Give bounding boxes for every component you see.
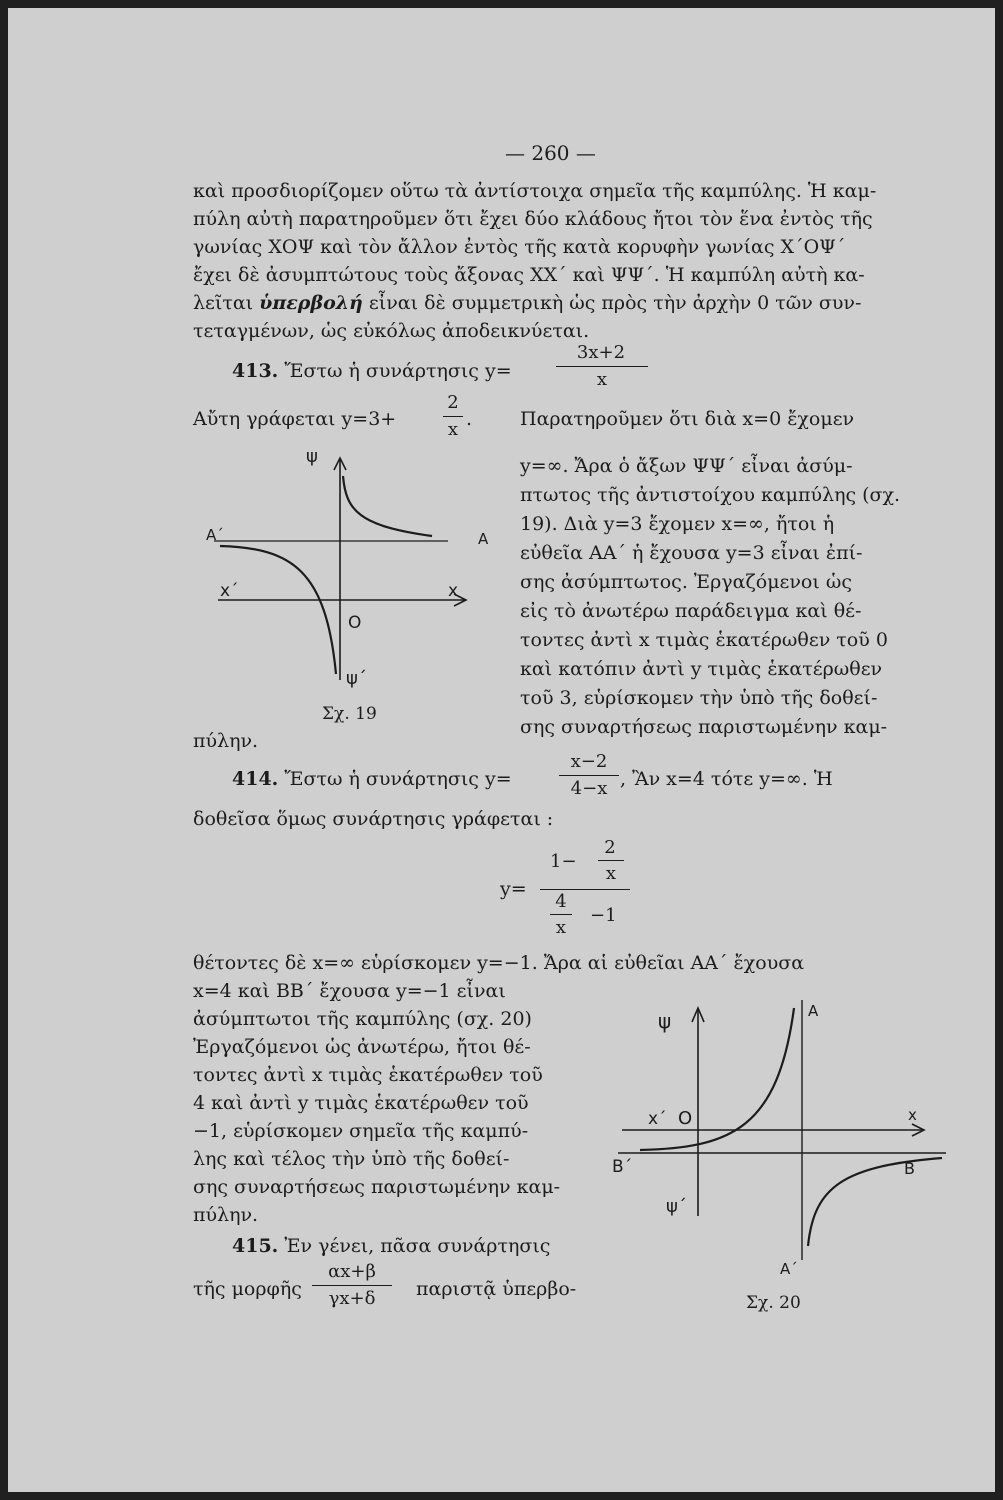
rewrite-line: Αὔτη γράφεται y=3+ bbox=[193, 408, 397, 430]
text-line: y=∞. Ἄρα ὁ ἄξων ΨΨ΄ εἶναι ἀσύμ- bbox=[520, 455, 853, 477]
fraction-413-numerator: 3x+2 bbox=[576, 342, 626, 363]
fig19-label-a-right: Α bbox=[478, 530, 489, 548]
text-line: , Ἂν x=4 τότε y=∞. Ἡ bbox=[620, 768, 833, 790]
display-minus-one: −1 bbox=[590, 905, 617, 926]
display-one-minus: 1− bbox=[550, 851, 577, 872]
fig19-label-origin: O bbox=[348, 613, 362, 633]
text-line: λης καὶ τέλος τὴν ὑπὸ τῆς δοθεί- bbox=[193, 1148, 510, 1170]
fig20-label-psi: ψ bbox=[658, 1009, 672, 1033]
text-line: σης συναρτήσεως παριστωμένην καμ- bbox=[193, 1176, 561, 1198]
text-line: παριστᾷ ὑπερβο- bbox=[416, 1278, 577, 1300]
text-line: ἀσύμπτωτοι τῆς καμπύλης (σχ. 20) bbox=[193, 1008, 532, 1030]
text-line: 4 καὶ ἀντὶ y τιμὰς ἑκατέρωθεν τοῦ bbox=[193, 1092, 529, 1114]
fig20-label-b-right: Β bbox=[904, 1159, 915, 1178]
section-413-line: 413. Ἔστω ἡ συνάρτησις y= bbox=[232, 360, 512, 382]
text-line: καὶ προσδιορίζομεν οὕτω τὰ ἀντίστοιχα σημεῖα τῆς καμπύλης. Ἡ καμ- bbox=[193, 180, 877, 202]
text-line: θέτοντες δὲ x=∞ εὑρίσκομεν y=−1. Ἄρα αἱ εὐθεῖαι ΑΑ΄ ἔχουσα bbox=[193, 952, 805, 974]
fig19-label-psi: ψ bbox=[306, 448, 318, 467]
figure-20-caption: Σχ. 20 bbox=[746, 1293, 801, 1313]
text-line: τῆς μορφῆς bbox=[193, 1278, 302, 1300]
figure-19-caption: Σχ. 19 bbox=[322, 704, 377, 724]
fraction-415-numerator: αx+β bbox=[328, 1261, 376, 1282]
text-line: τεταγμένων, ὡς εὐκόλως ἀποδεικνύεται. bbox=[193, 320, 590, 342]
text-line: τοντες ἀντὶ x τιμὰς ἑκατέρωθεν τοῦ bbox=[193, 1064, 543, 1086]
fraction-bar bbox=[443, 416, 463, 417]
fraction-413-denominator: x bbox=[596, 369, 608, 390]
term-hyperbola: ὑπερβολή bbox=[259, 292, 363, 314]
fraction-bar-main bbox=[540, 889, 630, 890]
fig20-label-x-left: x΄ bbox=[648, 1109, 667, 1129]
text-line: τοῦ 3, εὑρίσκομεν τὴν ὑπὸ τῆς δοθεί- bbox=[520, 687, 878, 709]
curve-branch-right bbox=[808, 1158, 942, 1246]
text-line: εὐθεῖα ΑΑ΄ ἡ ἔχουσα y=3 εἶναι ἐπί- bbox=[520, 542, 863, 564]
fig20-label-psi-prime: ψ΄ bbox=[666, 1196, 687, 1217]
text-line: −1, εὑρίσκομεν σημεῖα τῆς καμπύ- bbox=[193, 1120, 529, 1142]
fig20-label-a-bottom: Α΄ bbox=[780, 1260, 798, 1278]
fraction-bar bbox=[312, 1285, 392, 1286]
section-415-number: 415. bbox=[232, 1235, 279, 1257]
figure-20 bbox=[612, 990, 952, 1280]
text-line: δοθεῖσα ὅμως συνάρτησις γράφεται : bbox=[193, 808, 554, 830]
fraction-bar bbox=[598, 860, 624, 861]
fraction-414-denominator: 4−x bbox=[570, 778, 608, 799]
section-415-line: 415. Ἐν γένει, πᾶσα συνάρτησις bbox=[232, 1235, 551, 1257]
display-y: y= bbox=[500, 878, 527, 900]
fig19-label-a-left: Α΄ bbox=[206, 526, 224, 544]
text-line: λεῖται ὑπερβολή εἶναι δὲ συμμετρικὴ ὡς πρὸς τὴν ἀρχὴν 0 τῶν συν- bbox=[193, 292, 862, 314]
text-line: πύλην. bbox=[193, 730, 259, 752]
display-x2: x bbox=[555, 917, 567, 938]
figure-19 bbox=[200, 448, 500, 698]
text-line: πτωτος τῆς ἀντιστοίχου καμπύλης (σχ. bbox=[520, 484, 901, 506]
fig20-label-a-top: Α bbox=[808, 1002, 819, 1020]
fig19-label-x-left: x΄ bbox=[220, 581, 239, 601]
text-line: 19). Διὰ y=3 ἔχομεν x=∞, ἤτοι ἡ bbox=[520, 513, 835, 535]
text-line: x=4 καὶ ΒΒ΄ ἔχουσα y=−1 εἶναι bbox=[193, 980, 506, 1002]
text-line: ἔχει δὲ ἀσυμπτώτους τοὺς ἄξονας ΧΧ΄ καὶ ΨΨ΄. Ἡ καμπύλη αὐτὴ κα- bbox=[193, 264, 865, 286]
fraction-bar bbox=[559, 775, 619, 776]
hyperbola-branch-lower bbox=[220, 546, 336, 674]
text-line: Παρατηροῦμεν ὅτι διὰ x=0 ἔχομεν bbox=[520, 408, 855, 430]
display-four: 4 bbox=[555, 891, 567, 912]
text-line: τοντες ἀντὶ x τιμὰς ἑκατέρωθεν τοῦ 0 bbox=[520, 629, 888, 651]
fraction-bar bbox=[550, 914, 572, 915]
fig20-label-origin: O bbox=[678, 1108, 693, 1129]
text-line: σης ἀσύμπτωτος. Ἐργαζόμενοι ὡς bbox=[520, 571, 852, 593]
fig19-label-x-right: x bbox=[448, 581, 459, 601]
hyperbola-branch-upper bbox=[343, 476, 432, 536]
display-x1: x bbox=[605, 863, 617, 884]
display-two: 2 bbox=[604, 837, 616, 858]
fraction-415-denominator: γx+δ bbox=[328, 1288, 376, 1309]
text-line: πύλη αὐτὴ παρατηροῦμεν ὅτι ἔχει δύο κλάδους ἤτοι τὸν ἕνα ἐντὸς τῆς bbox=[193, 208, 873, 230]
text-line: πύλην. bbox=[193, 1204, 259, 1226]
fig20-label-x-right: x bbox=[908, 1106, 917, 1124]
text-line: γωνίας ΧΟΨ καὶ τὸν ἄλλον ἐντὸς τῆς κατὰ κορυφὴν γωνίας Χ΄ΟΨ΄ bbox=[193, 236, 846, 258]
page-number: — 260 — bbox=[505, 141, 596, 165]
section-413-number: 413. bbox=[232, 360, 279, 382]
text-line: εἰς τὸ ἀνωτέρω παράδειγμα καὶ θέ- bbox=[520, 600, 862, 622]
rewrite-numerator: 2 bbox=[447, 392, 459, 413]
section-414-line: 414. Ἔστω ἡ συνάρτησις y= bbox=[232, 768, 512, 790]
section-414-number: 414. bbox=[232, 768, 279, 790]
text-line: καὶ κατόπιν ἀντὶ y τιμὰς ἑκατέρωθεν bbox=[520, 658, 883, 680]
fraction-414-numerator: x−2 bbox=[570, 751, 608, 772]
fraction-bar bbox=[556, 366, 648, 367]
book-page: — 260 — καὶ προσδιορίζομεν οὕτω τὰ ἀντίστοιχα σημεῖα τῆς καμπύλης. Ἡ καμ- πύλη αὐτὴ παρατηροῦμεν ὅτι ἔχει δύο κλάδους ἤτοι τὸν ἕνα ἐντὸς τῆς γωνίας ΧΟΨ καὶ τὸν ἄλλον ἐντὸς τῆς κατὰ κορυφὴν γωνίας Χ΄ΟΨ΄ ἔχει δὲ ἀσυμπτώτους τοὺς ἄξονας ΧΧ΄ καὶ ΨΨ΄. Ἡ καμπύλη αὐτὴ κα- λεῖται ὑπερβολή εἶναι δὲ συμμετρικὴ ὡς πρὸς τὴν ἀρχὴν 0 τῶν συν- τεταγμένων, ὡς εὐκόλως ἀποδεικνύεται. 413. Ἔστω ἡ συνάρτησις y= 3x+2 x Αὔτη γράφεται y=3+ 2 x . Παρατηροῦμεν ὅτι διὰ x=0 ἔχομεν y=∞. Ἄρα ὁ ἄξων ΨΨ΄ εἶναι ἀσύμ- πτωτος τῆς ἀντιστοίχου καμπύλης (σχ. 19). Διὰ y=3 ἔχομεν x=∞, ἤτοι ἡ εὐθεῖα ΑΑ΄ ἡ ἔχουσα y=3 εἶναι ἐπί- σης ἀσύμπτωτος. Ἐργαζόμενοι ὡς εἰς τὸ ἀνωτέρω παράδειγμα καὶ θέ- τοντες ἀντὶ x τιμὰς ἑκατέρωθεν τοῦ 0 καὶ κατόπιν ἀντὶ y τιμὰς ἑκατέρωθεν τοῦ 3, εὑρίσκομεν τὴν ὑπὸ τῆς δοθεί- σης συναρτήσεως παριστωμένην καμ- πύλην. ψ ψ΄ Α΄ Α x΄ x O Σχ. 19 414. Ἔστω ἡ συνάρτησις y= x−2 4−x , Ἂν x=4 τότε y=∞. Ἡ δοθεῖσα ὅμως συνάρτησις γράφεται : y= 1− 2 x 4 x −1 θέτοντες δὲ x=∞ εὑρίσκομεν y=−1. Ἄρα αἱ εὐθεῖαι ΑΑ΄ ἔχουσα x=4 καὶ ΒΒ΄ ἔχουσα y=−1 εἶναι ἀσύμπτωτοι τῆς καμπύλης (σχ. 20) Ἐργαζόμενοι ὡς ἀνωτέρω, ἤτοι θέ- τοντες ἀντὶ x τιμὰς ἑκατέρωθεν τοῦ 4 καὶ ἀντὶ y τιμὰς ἑκατέρωθεν τοῦ −1, εὑρίσκομεν σημεῖα τῆς καμπύ- λης καὶ τέλος τὴν ὑπὸ τῆς δοθεί- σης συναρτήσεως παριστωμένην καμ- πύλην. 415. Ἐν γένει, πᾶσα συνάρτησις τῆς μορφῆς αx+β γx+δ παριστᾷ ὑπερβο- ψ ψ΄ Α Α΄ Β΄ Β x΄ x O Σχ. 20 bbox=[8, 8, 995, 1492]
text-line: Ἐργαζόμενοι ὡς ἀνωτέρω, ἤτοι θέ- bbox=[193, 1036, 531, 1058]
fig20-label-b-left: Β΄ bbox=[612, 1157, 633, 1177]
text-line: σης συναρτήσεως παριστωμένην καμ- bbox=[520, 716, 888, 738]
rewrite-denominator: x bbox=[447, 419, 459, 440]
fig19-label-psi-prime: ψ΄ bbox=[346, 668, 367, 689]
